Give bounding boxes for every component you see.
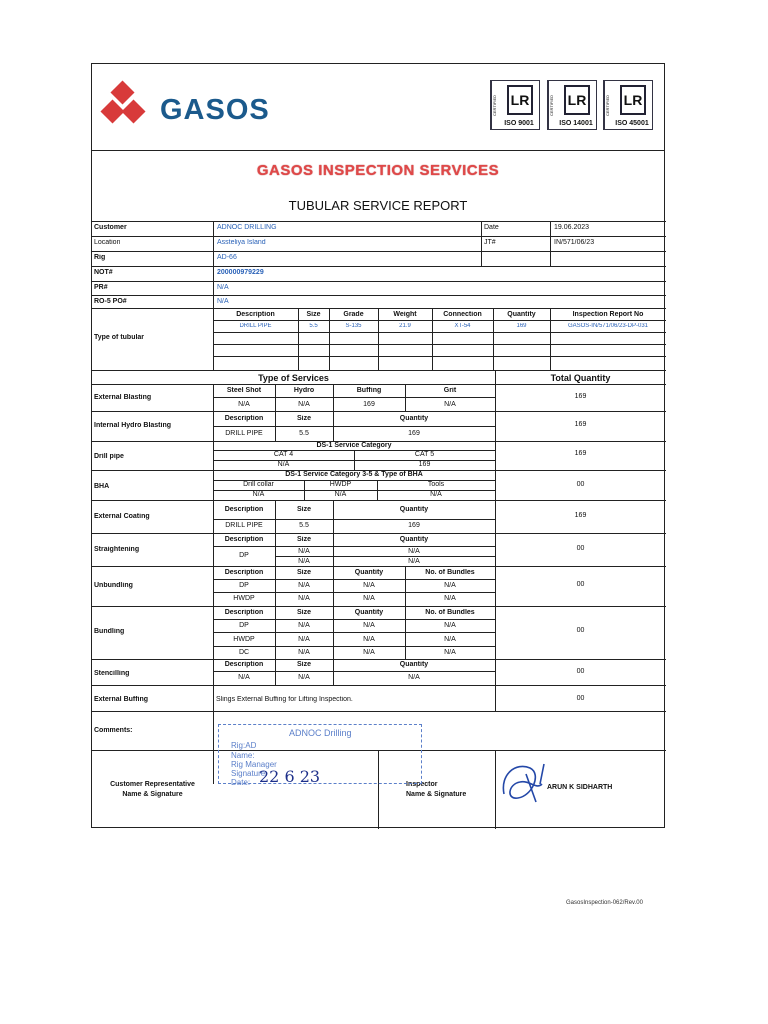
tubular-header-connection: Connection — [443, 311, 482, 318]
bha-label: BHA — [94, 483, 110, 490]
tubular-description: DRILL PIPE — [239, 323, 272, 329]
straightening-total: 00 — [576, 545, 585, 552]
ext-blasting-v-hydro: N/A — [298, 401, 310, 408]
company-name: GASOS — [160, 94, 270, 126]
jt-label: JT# — [484, 239, 496, 246]
stenciling-h-desc: Description — [224, 661, 264, 668]
ext-blasting-v-grit: N/A — [444, 401, 456, 408]
straightening-desc: DP — [239, 552, 249, 559]
unbundling-r2-qty: N/A — [363, 595, 375, 602]
bundling-r3-qty: N/A — [363, 649, 375, 656]
int-hydro-v-desc: DRILL PIPE — [225, 430, 263, 437]
ext-buffing-text: Slings External Buffing for Lifting Inspection. — [216, 696, 353, 703]
straightening-h-qty: Quantity — [399, 536, 429, 543]
inspector-name: ARUN K SIDHARTH — [547, 784, 613, 791]
ext-coating-total: 169 — [574, 512, 587, 519]
unbundling-r1-desc: DP — [239, 582, 249, 589]
ext-coating-v-qty: 169 — [408, 522, 420, 529]
report-title: TUBULAR SERVICE REPORT — [288, 198, 468, 213]
unbundling-r2-desc: HWDP — [233, 595, 255, 602]
bundling-r3-bundles: N/A — [444, 649, 456, 656]
date-value: 19.06.2023 — [554, 224, 590, 231]
unbundling-r2-bundles: N/A — [444, 595, 456, 602]
drill-pipe-label: Drill pipe — [94, 453, 124, 460]
inspector-signature — [496, 754, 556, 809]
unbundling-r2-size: N/A — [298, 595, 310, 602]
straightening-v-size1: N/A — [298, 548, 310, 555]
ext-blasting-h-grit: Grit — [443, 387, 457, 394]
ext-coating-h-desc: Description — [224, 506, 264, 513]
tubular-header-weight: Weight — [393, 311, 417, 318]
unbundling-h-qty: Quantity — [354, 569, 384, 576]
drill-pipe-h-cat4: CAT 4 — [273, 451, 294, 458]
tubular-size: 5.5 — [309, 323, 318, 329]
customer-label: Customer — [94, 224, 127, 231]
ext-blasting-label: External Blasting — [94, 394, 152, 401]
bundling-r1-size: N/A — [298, 622, 310, 629]
bha-v-tools: N/A — [430, 491, 442, 498]
bha-v-drill-collar: N/A — [252, 491, 265, 498]
comments-label: Comments: — [94, 727, 133, 734]
straightening-v-qty2: N/A — [408, 558, 420, 565]
bundling-r3-desc: DC — [238, 649, 250, 656]
rig-label: Rig — [94, 254, 106, 261]
unbundling-h-size: Size — [296, 569, 311, 576]
form-footer: GasosInspection-062/Rev.00 — [566, 900, 643, 906]
customer-value: ADNOC DRILLING — [217, 224, 277, 231]
bundling-h-size: Size — [296, 609, 311, 616]
location-value: Assteliya Island — [217, 239, 266, 246]
handwritten-date: 22 6 23 — [259, 767, 321, 786]
ext-blasting-v-steel: N/A — [238, 401, 250, 408]
int-hydro-total: 169 — [574, 421, 587, 428]
tubular-label: Type of tubular — [94, 334, 145, 341]
ro-value: N/A — [217, 298, 229, 305]
int-hydro-h-size: Size — [296, 415, 311, 422]
drill-pipe-total: 169 — [574, 450, 587, 457]
bha-v-hwdp: N/A — [334, 491, 347, 498]
stenciling-label: Stencilling — [94, 670, 130, 677]
ext-buffing-total: 00 — [576, 695, 585, 702]
straightening-v-size2: N/A — [298, 558, 310, 565]
int-hydro-v-qty: 169 — [408, 430, 420, 437]
tubular-header-report-no: Inspection Report No — [572, 311, 644, 318]
tubular-header-size: Size — [306, 311, 321, 318]
bundling-total: 00 — [576, 627, 585, 634]
not-value: 200000979229 — [217, 269, 264, 276]
total-quantity-header: Total Quantity — [550, 373, 611, 383]
report-sheet — [91, 63, 665, 828]
bundling-r2-bundles: N/A — [444, 636, 456, 643]
unbundling-r1-qty: N/A — [363, 582, 375, 589]
bundling-h-bundles: No. of Bundles — [425, 609, 475, 616]
bundling-r2-size: N/A — [298, 636, 310, 643]
ext-blasting-h-hydro: Hydro — [293, 387, 315, 394]
bha-h-hwdp: HWDP — [329, 481, 352, 488]
pr-label: PR# — [94, 284, 108, 291]
tubular-weight: 21.9 — [399, 323, 411, 329]
ext-coating-v-desc: DRILL PIPE — [225, 522, 263, 529]
ext-coating-h-qty: Quantity — [399, 506, 429, 513]
bundling-h-desc: Description — [224, 609, 264, 616]
drill-pipe-v-cat4: N/A — [277, 461, 290, 468]
drill-pipe-category: DS-1 Service Category — [316, 442, 392, 449]
bha-category: DS-1 Service Category 3-5 & Type of BHA — [285, 471, 423, 478]
ext-coating-v-size: 5.5 — [299, 522, 309, 529]
bha-h-drill-collar: Drill collar — [243, 481, 274, 488]
stenciling-v-qty: N/A — [408, 674, 420, 681]
tubular-connection: XT-54 — [454, 323, 471, 329]
pr-value: N/A — [217, 284, 229, 291]
unbundling-total: 00 — [576, 581, 585, 588]
straightening-h-desc: Description — [224, 536, 264, 543]
jt-value: IN/571/06/23 — [554, 239, 595, 246]
stenciling-total: 00 — [576, 668, 585, 675]
straightening-v-qty1: N/A — [408, 548, 420, 555]
ext-blasting-h-steel: Steel Shot — [226, 387, 262, 394]
rig-value: AD-66 — [217, 254, 237, 261]
ext-blasting-h-buffing: Buffing — [356, 387, 382, 394]
unbundling-h-bundles: No. of Bundles — [425, 569, 475, 576]
ext-blasting-v-buffing: 169 — [363, 401, 375, 408]
ext-buffing-label: External Buffing — [94, 696, 149, 703]
ro-label: RO-5 PO# — [94, 298, 127, 305]
tubular-header-quantity: Quantity — [507, 311, 536, 318]
bundling-r1-desc: DP — [239, 622, 249, 629]
ext-blasting-total: 169 — [574, 393, 587, 400]
straightening-label: Straightening — [94, 546, 140, 553]
ext-coating-h-size: Size — [296, 506, 311, 513]
bundling-r2-qty: N/A — [363, 636, 375, 643]
int-hydro-h-desc: Description — [224, 415, 264, 422]
inspector-label: Inspector Name & Signature — [406, 781, 467, 798]
bundling-r2-desc: HWDP — [233, 636, 255, 643]
services-header: Type of Services — [258, 373, 329, 383]
not-label: NOT# — [94, 269, 113, 276]
adnoc-stamp: ADNOC Drilling Rig:AD Name: Rig Manager Signature: Date: 22 6 23 — [218, 724, 422, 784]
tubular-header-grade: Grade — [343, 311, 364, 318]
straightening-h-size: Size — [296, 536, 311, 543]
tubular-header-description: Description — [236, 311, 275, 318]
customer-rep-label: Customer Representative Name & Signature — [110, 781, 195, 798]
unbundling-r1-bundles: N/A — [444, 582, 456, 589]
int-hydro-v-size: 5.5 — [299, 430, 309, 437]
date-label: Date — [484, 224, 499, 231]
stenciling-v-desc: N/A — [238, 674, 250, 681]
header — [92, 64, 664, 151]
tubular-quantity: 169 — [516, 323, 527, 329]
location-label: Location — [94, 239, 121, 246]
bundling-r3-size: N/A — [298, 649, 310, 656]
drill-pipe-v-cat5: 169 — [418, 461, 431, 468]
int-hydro-label: Internal Hydro Blasting — [94, 422, 172, 429]
iso-45001-badge: CERTIFIED LR ISO 45001 — [603, 80, 653, 130]
ext-coating-label: External Coating — [94, 513, 150, 520]
unbundling-r1-size: N/A — [298, 582, 310, 589]
tubular-grade: S-135 — [345, 323, 362, 329]
iso-9001-badge: CERTIFIED LR ISO 9001 — [490, 80, 540, 130]
unbundling-label: Unbundling — [94, 582, 133, 589]
iso-14001-badge: CERTIFIED LR ISO 14001 — [547, 80, 597, 130]
tubular-report-no: GASOS-IN/571/06/23-DP-031 — [567, 323, 649, 329]
bundling-r1-qty: N/A — [363, 622, 375, 629]
drill-pipe-h-cat5: CAT 5 — [414, 451, 435, 458]
stenciling-h-size: Size — [296, 661, 311, 668]
int-hydro-h-qty: Quantity — [399, 415, 429, 422]
report-heading: GASOS INSPECTION SERVICES — [256, 162, 500, 179]
unbundling-h-desc: Description — [224, 569, 264, 576]
stenciling-h-qty: Quantity — [399, 661, 429, 668]
stenciling-v-size: N/A — [298, 674, 310, 681]
bundling-h-qty: Quantity — [354, 609, 384, 616]
bundling-label: Bundling — [94, 628, 125, 635]
bha-h-tools: Tools — [427, 481, 445, 488]
bundling-r1-bundles: N/A — [444, 622, 456, 629]
bha-total: 00 — [576, 481, 585, 488]
